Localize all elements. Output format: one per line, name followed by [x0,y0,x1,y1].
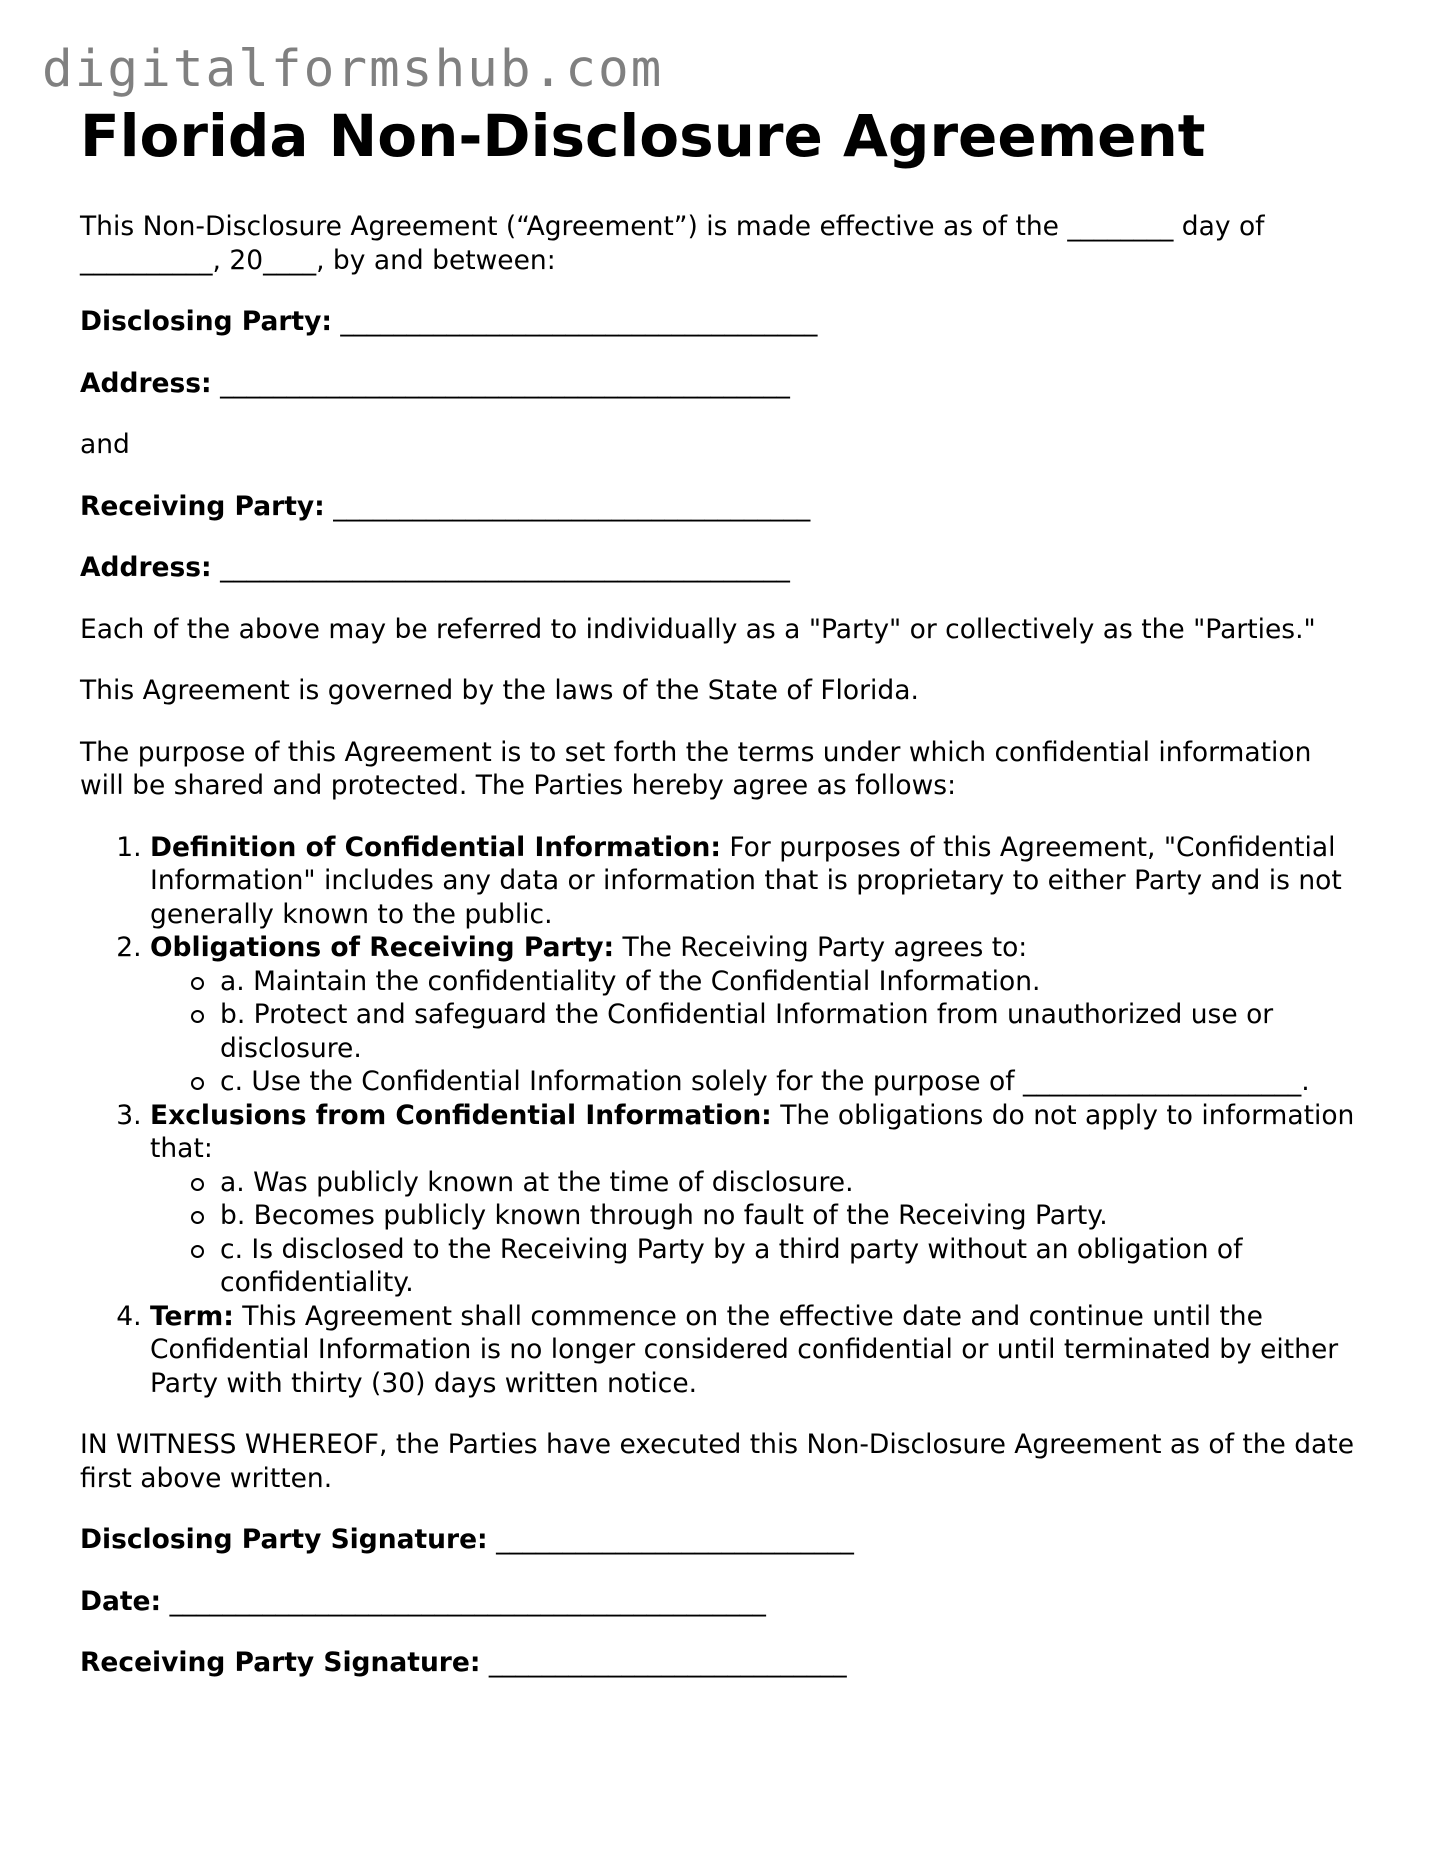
obligations-list [150,965,1360,1099]
signature-date-blank: _____________________________________________ [169,1585,766,1617]
exclusions-list [150,1166,1360,1300]
disclosing-party-blank: ____________________________________ [340,306,818,337]
list-item: b. Protect and safeguard the Confidential Information from unauthorized use or disclosure. [220,998,1360,1065]
section-text: The Receiving Party agrees to: [622,932,1028,963]
receiving-address-label: Address: [80,552,212,583]
receiving-party-label: Receiving Party: [80,490,325,522]
list-item: c. Use the Confidential Information solely for the purpose of _____________________. [220,1065,1360,1099]
list-item: c. Is disclosed to the Receiving Party by a third party without an obligation of confidentiality. [220,1233,1360,1300]
document-title: Florida Non-Disclosure Agreement [80,102,1206,170]
disclosing-address-label: Address: [80,367,212,399]
signature-date-field [80,1585,1360,1619]
section-obligations [150,931,1360,1099]
section-definition [150,831,1360,932]
receiving-address-field [80,551,1360,585]
disclosing-signature-field [80,1523,1360,1557]
receiving-signature-blank: ___________________________ [488,1647,847,1678]
receiving-party-field [80,490,1360,524]
receiving-signature-field [80,1646,1360,1680]
disclosing-signature-blank: ___________________________ [496,1524,854,1555]
disclosing-party-field [80,305,1360,339]
receiving-address-blank: ___________________________________________ [220,552,790,583]
list-item: a. Was publicly known at the time of disclosure. [220,1166,1360,1200]
document-body [80,100,1360,1708]
section-term [150,1300,1360,1401]
purpose-paragraph: The purpose of this Agreement is to set forth the terms under which confidential information will be shared and protected. The Parties hereby agree as follows: [80,736,1312,801]
section-heading: Obligations of Receiving Party: [150,932,615,963]
section-text: This Agreement shall commence on the effective date and continue until the Confidential Information is no longer considered confidential or until terminated by either Party with thirty (30) days written notice. [150,1300,1339,1399]
disclosing-address-blank: ___________________________________________ [220,367,790,399]
section-exclusions [150,1099,1360,1300]
receiving-party-blank: ____________________________________ [333,490,811,522]
intro-paragraph: This Non-Disclosure Agreement (“Agreement”) is made effective as of the ________ day of __________, 20____, by and between: [80,211,1265,276]
terms-list [80,831,1360,1401]
witness-paragraph: IN WITNESS WHEREOF, the Parties have executed this Non-Disclosure Agreement as of the date first above written. [80,1429,1354,1494]
parties-note: Each of the above may be referred to individually as a "Party" or collectively as the "Parties." [80,613,1316,645]
section-heading: Exclusions from Confidential Information: [150,1099,772,1131]
section-heading: Term: [150,1300,234,1332]
signature-date-label: Date: [80,1585,162,1617]
receiving-signature-label: Receiving Party Signature: [80,1647,481,1678]
list-item: b. Becomes publicly known through no fault of the Receiving Party. [220,1199,1360,1233]
section-text: The obligations do not apply to information that: [150,1099,1355,1164]
and-text: and [80,429,130,460]
section-text: For purposes of this Agreement, "Confidential Information" includes any data or information that is proprietary to either Party and is not generally known to the public. [150,831,1342,930]
disclosing-signature-label: Disclosing Party Signature: [80,1524,488,1555]
governing-law: This Agreement is governed by the laws of the State of Florida. [80,675,919,706]
list-item: a. Maintain the confidentiality of the Confidential Information. [220,965,1360,999]
section-heading: Definition of Confidential Information: [150,831,721,863]
watermark: digitalformshub.com [42,40,664,99]
disclosing-party-label: Disclosing Party: [80,306,332,337]
disclosing-address-field [80,367,1360,401]
